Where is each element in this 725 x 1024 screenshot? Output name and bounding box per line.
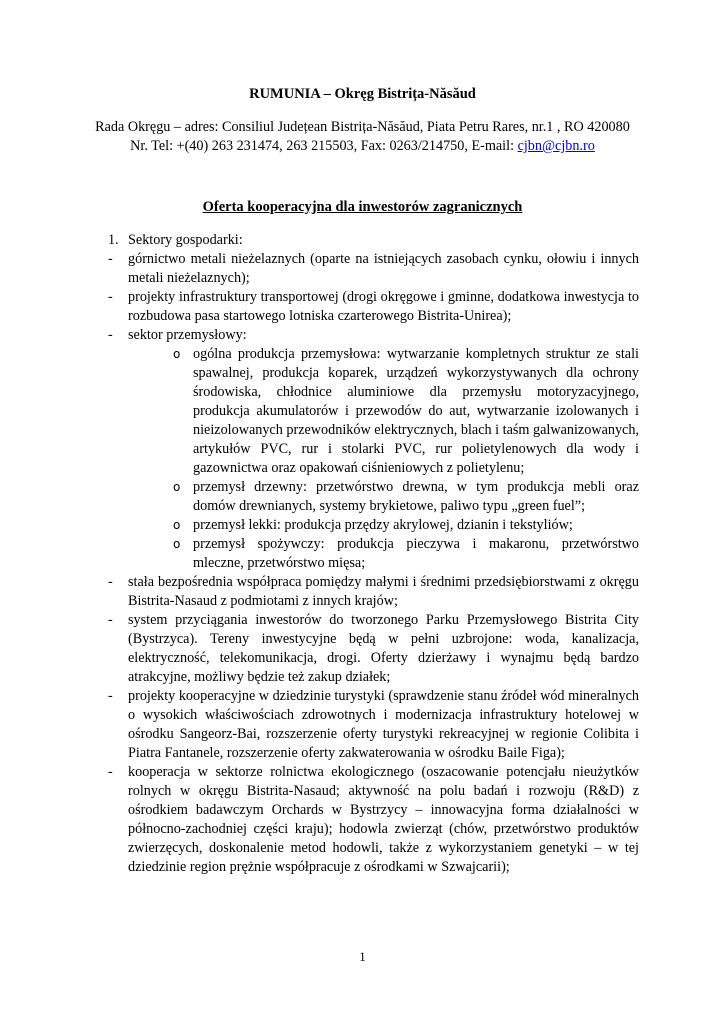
list-item-text: stała bezpośrednia współpraca pomiędzy małymi i średnimi przedsiębiorstwami z okręgu Bistrita-Nasaud z podmiotami z innych krajów; — [128, 574, 639, 609]
email-link[interactable]: cjbn@cjbn.ro — [517, 138, 595, 154]
list-item — [108, 573, 639, 611]
circle-bullet: o — [173, 537, 181, 551]
section-heading: Oferta kooperacyjna dla inwestorów zagranicznych — [202, 199, 523, 215]
list-item — [108, 326, 639, 345]
dash-marker: - — [108, 764, 113, 780]
list-item — [108, 250, 639, 288]
circle-bullet: o — [173, 480, 181, 494]
list-item-text: kooperacja w sektorze rolnictwa ekologicznego (oszacowanie potencjału nieużytków rolnych w okręgu Bistrita-Nasaud; aktywność na polu badań i rozwoju (R&D) z ośrodkiem badawczym Orchards w Bystrzycy – innowacyjna forma działalności w północno-zachodniej części kraju); hodowla zwierząt (chów, przetwórstwo produktów zwierzęcych, doskonalenie metod hodowli, także z wykorzystaniem genetyki – w tej dziedzinie region prężnie współpracuje z ośrodkami w Szwajcarii); — [128, 764, 639, 875]
dash-marker: - — [108, 574, 113, 590]
sub-list-item — [173, 535, 639, 573]
dash-marker: - — [108, 289, 113, 305]
list-item — [108, 687, 639, 763]
dash-marker: - — [108, 612, 113, 628]
address-line: Rada Okręgu – adres: Consiliul Județean Bistrița-Năsăud, Piata Petru Rares, nr.1 , RO 420080 — [95, 119, 630, 135]
list-item-text: projekty infrastruktury transportowej (drogi okręgowe i gminne, dodatkowa inwestycja to rozbudowa pasa startowego lotniska czarterowego Bistrita-Unirea); — [128, 289, 639, 324]
dash-marker: - — [108, 251, 113, 267]
page-number: 1 — [359, 949, 366, 964]
sub-list-item — [173, 478, 639, 516]
contact-line — [60, 137, 665, 156]
sub-list-item-text: przemysł lekki: produkcja przędzy akrylowej, dzianin i tekstyliów; — [193, 517, 573, 533]
circle-bullet: o — [173, 347, 181, 361]
address-block — [60, 118, 665, 156]
list-item-text: system przyciągania inwestorów do tworzonego Parku Przemysłowego Bistrita City (Bystrzyca). Tereny inwestycyjne będą w pełni uzbrojone: woda, kanalizacja, elektryczność, telekomunikacja, drogi. Oferty dzierżawy i wynajmu będą bardzo atrakcyjne, możliwy będzie też zakup działek; — [128, 612, 639, 685]
list-item — [108, 288, 639, 326]
dash-marker: - — [108, 688, 113, 704]
list-item-text: projekty kooperacyjne w dziedzinie turystyki (sprawdzenie stanu źródeł wód mineralnych o wysokich właściwościach zdrowotnych i modernizacja infrastruktury hotelowej w ośrodku Sangeorz-Bai, rozszerzenie oferty turystyki rekreacyjnej w regionie Colibita i Piatra Fantanele, rozszerzenie oferty zakwaterowania w ośrodku Baile Figa); — [128, 688, 639, 761]
sub-list-item — [173, 345, 639, 478]
content-body — [108, 231, 639, 877]
list-item-text: sektor przemysłowy: — [128, 327, 247, 343]
list-item-text: górnictwo metali nieżelaznych (oparte na istniejących zasobach cynku, ołowiu i innych metali nieżelaznych); — [128, 251, 639, 286]
list-heading-text: Sektory gospodarki: — [128, 232, 243, 248]
list-item — [108, 763, 639, 877]
document-title: RUMUNIA – Okręg Bistrița-Năsăud — [249, 86, 476, 102]
numbered-heading — [108, 231, 639, 250]
sub-list-item-text: przemysł drzewny: przetwórstwo drewna, w tym produkcja mebli oraz domów drewnianych, systemy brykietowe, paliwo typu „green fuel”; — [193, 479, 639, 514]
list-item — [108, 611, 639, 687]
contact-text: Nr. Tel: +(40) 263 231474, 263 215503, Fax: 0263/214750, E-mail: — [130, 138, 518, 154]
dash-marker: - — [108, 327, 113, 343]
sub-list-item-text: ogólna produkcja przemysłowa: wytwarzanie kompletnych struktur ze stali spawalnej, produkcja koparek, urządzeń wykorzystywanych dla ochrony środowiska, chłodnice aluminiowe dla przemysłu motoryzacyjnego, produkcja akumulatorów i przewodów do aut, wytwarzanie izolowanych i nieizolowanych przewodników elektrycznych, blach i taśm galwanizowanych, artykułów PVC, rur i stolarki PVC, rur polietylenowych dla wody i gazownictwa oraz opakowań ciśnieniowych z polietylenu; — [193, 346, 639, 476]
sub-list-item — [173, 516, 639, 535]
sub-list-item-text: przemysł spożywczy: produkcja pieczywa i makaronu, przetwórstwo mleczne, przetwórstwo mięsa; — [193, 536, 639, 571]
list-number: 1. — [108, 232, 119, 248]
circle-bullet: o — [173, 518, 181, 532]
